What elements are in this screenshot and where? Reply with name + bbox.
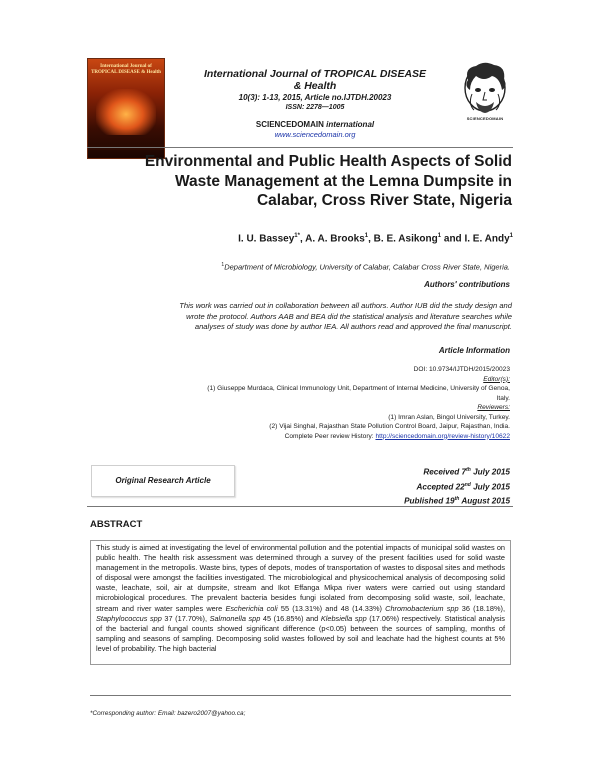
abstract-part: 55 (13.31%) and 48 (14.33%) [277,603,386,613]
author-name: A. A. Brooks [305,233,365,245]
contributions-text [100,301,512,333]
contrib-line1: This work was carried out in collaboration between all authors. Author IUB did the study design and [179,301,512,310]
organism-name: Salmonella spp [209,613,261,623]
author-separator: , [368,233,374,245]
author-sup: 1* [294,233,300,239]
received-sup: th [466,467,471,473]
abstract-text [96,543,505,654]
footnote-divider [90,695,511,696]
reviewer-1: (1) Imran Aslan, Bingol University, Turkey. [388,413,510,421]
corresponding-author-footnote: *Corresponding author: Email: bazero2007@yahoo.ca; [90,710,246,717]
review-history-link[interactable]: http://sciencedomain.org/review-history/10622 [375,432,510,440]
publisher-sub: international [326,120,375,129]
review-history-label: Complete Peer review History: [284,432,376,440]
accepted-text: Accepted 22 [416,482,465,492]
received-date [300,464,510,479]
organism-name: Staphylococcus spp [96,613,162,623]
abstract-part: 37 (17.70%), [161,613,210,623]
publisher-logo-text: SCIENCEDOMAIN [466,116,504,121]
published-month: August 2015 [459,497,510,507]
journal-cover-title: International Journal of TROPICAL DISEASE & Health [91,64,161,75]
published-text: Published 19 [404,497,455,507]
author-name: B. E. Asikong [373,233,438,245]
accepted-sup: nd [464,481,471,488]
contrib-line2: wrote the protocol. Authors AAB and BEA did the statistical analysis and literature searches while [186,311,512,321]
title-line3: Calabar, Cross River State, Nigeria [256,192,512,209]
author-sup: 1 [509,233,513,239]
editor-1: (1) Giuseppe Murdaca, Clinical Immunology Unit, Department of Internal Medicine, University of Genoa, [207,385,510,392]
accepted-month: July 2015 [470,482,510,492]
author-separator: , [299,233,306,245]
author-name: I. E. Andy [464,233,510,245]
reviewers-label: Reviewers: [477,404,510,411]
organism-name: Escherichia coli [225,603,278,613]
article-info-block [150,365,510,441]
author-name: I. U. Bassey [238,233,295,245]
journal-title-line2: & Health [293,80,337,92]
article-history [300,464,510,508]
abstract-part: 36 (18.18%), [458,603,505,613]
article-info-heading: Article Information [438,346,510,355]
journal-cover-image [87,58,165,159]
title-line1: Environmental and Public Health Aspects of Solid [144,153,512,170]
journal-issn: ISSN: 2278—1005 [285,104,345,111]
title-line2: Waste Management at the Lemna Dumpsite in [174,172,512,190]
author-sup: 1 [364,233,369,239]
organism-name: Chromobacterium spp [385,603,459,613]
received-text: Received 7 [423,467,467,477]
abstract-heading: ABSTRACT [90,519,143,530]
editors-label: Editor(s): [483,375,510,383]
author-list [150,233,513,244]
header-divider [87,147,513,148]
author-separator: and [441,233,465,245]
published-sup: th [454,496,460,503]
journal-volume: 10(3): 1-13, 2015, Article no.IJTDH.20023 [238,93,392,102]
journal-title-line1: International Journal of TROPICAL DISEASE [203,68,427,80]
accepted-date [300,479,510,494]
publisher-main: SCIENCEDOMAIN [255,120,324,129]
abstract-part: This study is aimed at investigating the level of environmental pollution and the potential impacts of municipal solid wastes on public health. The health risk assessment was determined through a survey of the present facilities used for solid waste management in the metropolis. Waste bins, types of depots, modes of transportation of wastes to disposal sites and methods of disposal were amongst the facilities investigated. The microbiological and physicochemical analysis of decomposing solid waste, leachate, soil, air at dumpsite, stream and Ikot Effanga Mkpa river waters were carried out using standard microbiological procedures. The prevalent bacteria besides fungi isolated from decomposing solid waste, soil, leachate, stream and river water samples were [96,543,505,613]
journal-publisher [170,120,460,129]
journal-url-link[interactable]: www.sciencedomain.org [274,130,356,139]
received-month: July 2015 [470,467,510,477]
author-affiliation [120,262,510,272]
abstract-part: 45 (16.85%) and [260,613,321,623]
abstract-part: (17.06%) respectively. Statistical analysis of the bacterial and fungal counts showed significant difference (p<0.05) between the sources of sampling, months of sampling and seasons of sampling. Decomposing solid wastes followed by soil and leachate had the highest counts at 5% level of probability. The high bacterial [96,613,505,653]
history-divider [87,506,513,507]
reviewer-2: (2) Vijai Singhal, Rajasthan State Pollution Control Board, Jaipur, Rajasthan, India. [269,423,510,430]
organism-name: Klebsiella spp [320,613,367,623]
affiliation-sup: 1 [221,262,225,268]
doi: DOI: 10.9734/IJTDH/2015/20023 [413,366,510,373]
contrib-line3: analyses of study was done by author IEA. All authors read and approved the final manuscript. [194,322,512,331]
cover-artwork [96,89,156,135]
article-type: Original Research Article [115,476,211,485]
editor-1-country: Italy. [496,394,510,402]
author-sup: 1 [437,233,442,239]
affiliation-text: Department of Microbiology, University of Calabar, Calabar Cross River State, Nigeria. [224,262,510,272]
contributions-heading: Authors' contributions [424,280,510,289]
review-history [150,432,510,442]
article-title [100,152,512,211]
